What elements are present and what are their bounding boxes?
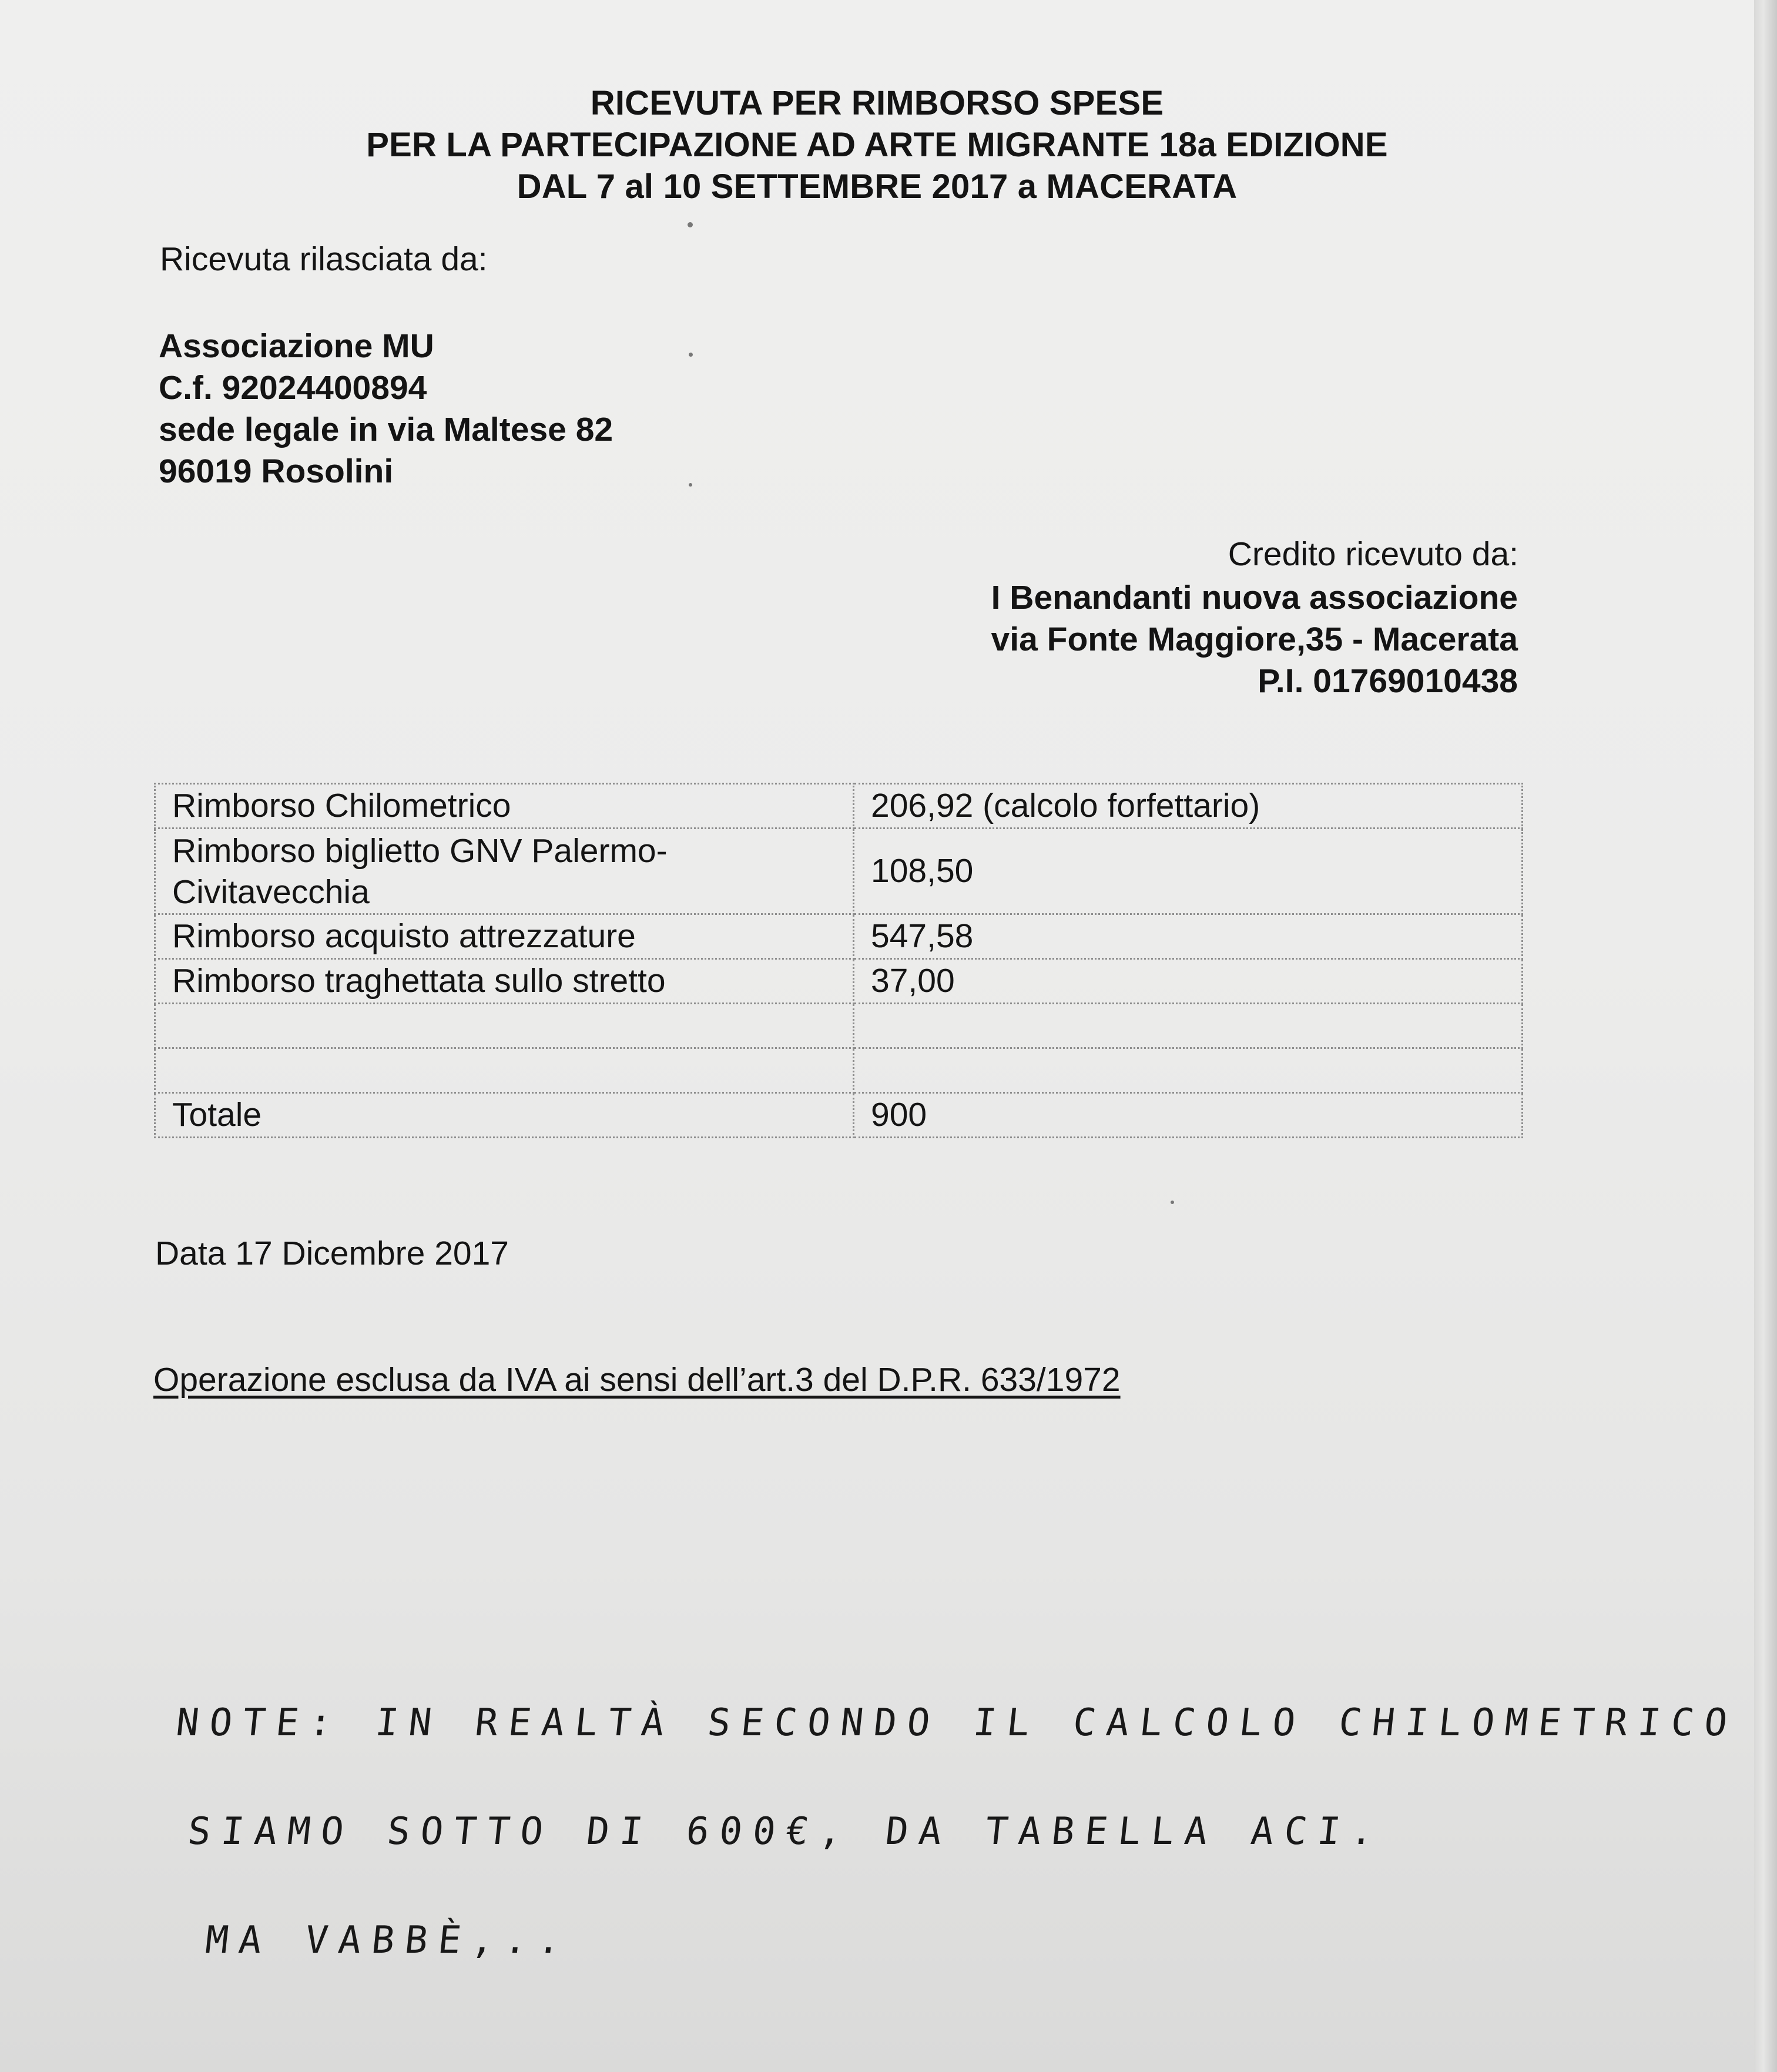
expense-amount: 547,58 [854, 914, 1523, 959]
vat-exemption-note: Operazione esclusa da IVA ai sensi dell’art.3 del D.P.R. 633/1972 [153, 1361, 1121, 1399]
table-row [155, 914, 1523, 959]
handwritten-note-line-1: NOTE: IN REALTÀ SECONDO IL CALCOLO CHILOMETRICO [174, 1701, 1740, 1745]
handwritten-note-line-3: MA VABBÈ,.. [203, 1919, 574, 1962]
issuer-label: Ricevuta rilasciata da: [160, 240, 488, 278]
expense-amount: 108,50 [854, 829, 1523, 914]
expense-description [155, 1004, 854, 1048]
title-line-1: RICEVUTA PER RIMBORSO SPESE [590, 84, 1164, 122]
expense-amount [854, 1004, 1523, 1048]
receipt-date: Data 17 Dicembre 2017 [155, 1235, 509, 1272]
recipient-name: I Benandanti nuova associazione [991, 579, 1518, 616]
recipient-label: Credito ricevuto da: [1228, 535, 1518, 573]
expense-description: Rimborso acquisto attrezzature [155, 914, 854, 959]
issuer-name: Associazione MU [159, 327, 434, 365]
title-line-2: PER LA PARTECIPAZIONE AD ARTE MIGRANTE 18a EDIZIONE [366, 126, 1388, 164]
table-row [155, 1048, 1523, 1093]
paper-edge [1754, 0, 1777, 2072]
expense-amount [854, 1048, 1523, 1093]
expense-description [155, 1048, 854, 1093]
paper-speck [1171, 1201, 1174, 1204]
table-row [155, 829, 1523, 914]
issuer-tax-code: C.f. 92024400894 [159, 369, 427, 407]
issuer-address: sede legale in via Maltese 82 [159, 411, 613, 448]
expense-description: Rimborso Chilometrico [155, 784, 854, 829]
total-label: Totale [155, 1093, 854, 1138]
recipient-vat-number: P.I. 01769010438 [1258, 662, 1518, 700]
recipient-details [991, 577, 1518, 702]
issuer-details [159, 326, 613, 492]
issuer-city: 96019 Rosolini [159, 452, 394, 490]
paper-speck [688, 222, 693, 227]
handwritten-note-line-2: SIAMO SOTTO DI 600€, DA TABELLA ACI. [186, 1810, 1387, 1853]
expense-amount: 37,00 [854, 959, 1523, 1004]
table-row [155, 959, 1523, 1004]
expenses-table [154, 783, 1523, 1138]
expense-description: Rimborso biglietto GNV Palermo-Civitavecchia [155, 829, 854, 914]
table-row-total [155, 1093, 1523, 1138]
recipient-address: via Fonte Maggiore,35 - Macerata [991, 621, 1518, 658]
table-row [155, 1004, 1523, 1048]
paper-speck [689, 483, 692, 487]
paper-speck [689, 353, 693, 357]
expense-amount: 206,92 (calcolo forfettario) [854, 784, 1523, 829]
expense-description: Rimborso traghettata sullo stretto [155, 959, 854, 1004]
table-row [155, 784, 1523, 829]
total-value: 900 [854, 1093, 1523, 1138]
title-line-3: DAL 7 al 10 SETTEMBRE 2017 a MACERATA [517, 167, 1238, 206]
document-title [0, 82, 1754, 207]
